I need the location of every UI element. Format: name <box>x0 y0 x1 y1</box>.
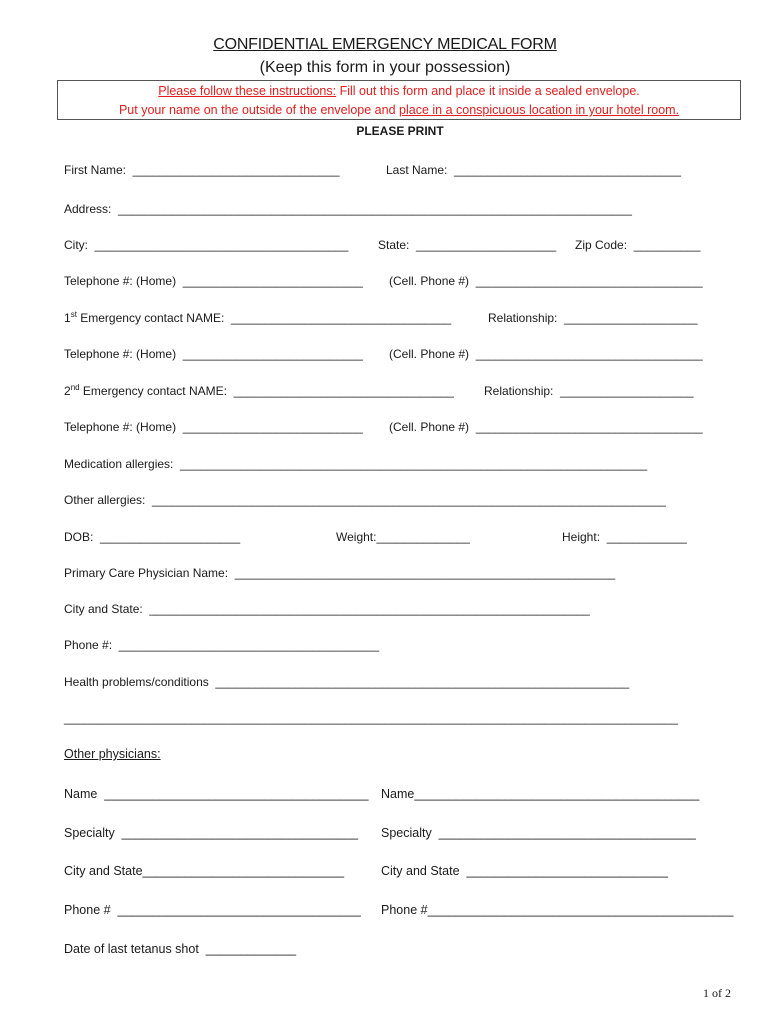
physician-city-state-field[interactable]: City and State: __________________________________________________________________ <box>64 602 590 616</box>
tetanus-shot-field[interactable]: Date of last tetanus shot _____________ <box>64 942 297 956</box>
address-field[interactable]: Address: _____________________________________________________________________________ <box>64 202 632 216</box>
instructions-line1-rest: Fill out this form and place it inside a sealed envelope. <box>336 84 640 98</box>
instructions-line-2 <box>58 101 740 120</box>
emergency-contact-1-field[interactable] <box>64 311 451 325</box>
other-physicians-heading: Other physicians: <box>64 747 161 761</box>
weight-field[interactable]: Weight:______________ <box>336 530 470 544</box>
instructions-line2-underlined: place in a conspicuous location in your hotel room. <box>399 103 680 117</box>
cell-phone-field-3[interactable]: (Cell. Phone #) __________________________________ <box>389 420 703 434</box>
state-field[interactable]: State: _____________________ <box>378 238 557 252</box>
last-name-field[interactable]: Last Name: __________________________________ <box>386 163 681 177</box>
relationship-field-1[interactable]: Relationship: ____________________ <box>488 311 698 325</box>
city-field[interactable]: City: ______________________________________ <box>64 238 349 252</box>
medication-allergies-field[interactable]: Medication allergies: ______________________________________________________________________ <box>64 457 648 471</box>
ec1-label: Emergency contact NAME: _________________________________ <box>76 311 452 325</box>
primary-care-physician-field[interactable]: Primary Care Physician Name: _________________________________________________________ <box>64 566 616 580</box>
cell-phone-field-1[interactable]: (Cell. Phone #) __________________________________ <box>389 274 703 288</box>
relationship-field-2[interactable]: Relationship: ____________________ <box>484 384 694 398</box>
health-problems-line-2[interactable]: ____________________________________________________________________________________________ <box>64 711 678 725</box>
ec2-label: Emergency contact NAME: _________________________________ <box>79 384 454 398</box>
other-physician-name-right[interactable]: Name_________________________________________ <box>381 787 700 801</box>
instructions-line-1 <box>58 82 740 101</box>
other-physician-phone-left[interactable]: Phone # ___________________________________ <box>64 903 361 917</box>
form-title: CONFIDENTIAL EMERGENCY MEDICAL FORM <box>213 36 557 53</box>
instructions-lead: Please follow these instructions: <box>158 84 337 98</box>
other-physician-city-left[interactable]: City and State_____________________________ <box>64 864 345 878</box>
other-physician-phone-right[interactable]: Phone #____________________________________________ <box>381 903 734 917</box>
telephone-home-field-2[interactable]: Telephone #: (Home) ___________________________ <box>64 347 363 361</box>
zip-field[interactable]: Zip Code: __________ <box>575 238 701 252</box>
telephone-home-field-1[interactable]: Telephone #: (Home) ___________________________ <box>64 274 363 288</box>
other-physician-name-left[interactable]: Name ______________________________________ <box>64 787 369 801</box>
ec1-suffix: st <box>70 310 77 319</box>
cell-phone-field-2[interactable]: (Cell. Phone #) __________________________________ <box>389 347 703 361</box>
physician-phone-field[interactable]: Phone #: _______________________________________ <box>64 638 379 652</box>
instructions-line2-start: Put your name on the outside of the envelope and <box>118 103 400 117</box>
ec2-number: 2 <box>64 384 71 398</box>
dob-field[interactable]: DOB: _____________________ <box>64 530 241 544</box>
other-allergies-field[interactable]: Other allergies: _____________________________________________________________________________ <box>64 493 666 507</box>
please-print: PLEASE PRINT <box>356 124 444 138</box>
page-number: 1 of 2 <box>703 986 731 1000</box>
form-subtitle: (Keep this form in your possession) <box>259 59 511 76</box>
emergency-contact-2-field[interactable] <box>64 384 454 398</box>
telephone-home-field-3[interactable]: Telephone #: (Home) ___________________________ <box>64 420 363 434</box>
health-problems-field[interactable]: Health problems/conditions ______________________________________________________________ <box>64 675 630 689</box>
ec1-number: 1 <box>64 311 71 325</box>
height-field[interactable]: Height: ____________ <box>562 530 687 544</box>
first-name-field[interactable]: First Name: _______________________________ <box>64 163 340 177</box>
ec2-suffix: nd <box>70 383 80 392</box>
other-physician-city-right[interactable]: City and State _____________________________ <box>381 864 669 878</box>
instructions-box <box>57 80 741 120</box>
other-physician-specialty-left[interactable]: Specialty __________________________________ <box>64 826 359 840</box>
other-physician-specialty-right[interactable]: Specialty _____________________________________ <box>381 826 696 840</box>
